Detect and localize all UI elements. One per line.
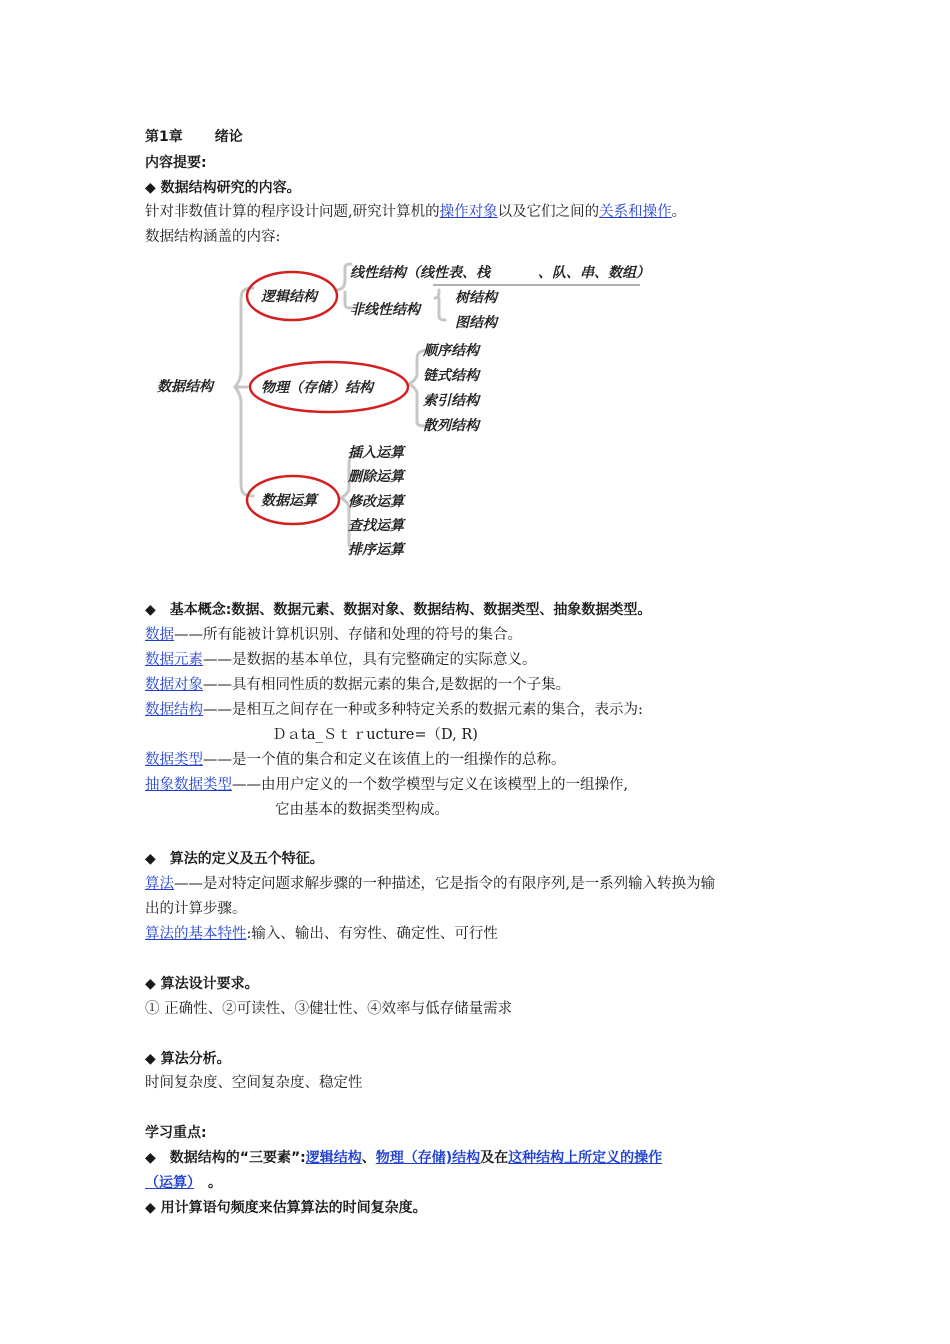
def-data-element: 数据元素——是数据的基本单位，具有完整确定的实际意义。 [145, 652, 537, 668]
section-analysis-heading: ◆ 算法分析。 [145, 1051, 231, 1067]
link-relations-operations[interactable]: 关系和操作 [599, 204, 672, 220]
link-algorithm-properties[interactable]: 算法的基本特性 [145, 926, 247, 942]
diagram-insert: 插入运算 [348, 445, 404, 461]
def-abstract-data-type: 抽象数据类型——由用户定义的一个数学模型与定义在该模型上的一组操作, [145, 777, 629, 793]
link-abstract-data-type[interactable]: 抽象数据类型 [145, 777, 232, 793]
diagram-root: 数据结构 [157, 379, 213, 395]
link-defined-operations[interactable]: 这种结构上所定义的操作 [508, 1150, 663, 1166]
diagram-delete: 删除运算 [348, 469, 404, 485]
def-abstract-data-type-cont: 它由基本的数据类型构成。 [275, 802, 449, 818]
content-paragraph: 针对非数值计算的程序设计问题,研究计算机的操作对象以及它们之间的关系和操作。 [145, 204, 687, 220]
chapter-heading [145, 127, 243, 147]
diagram-search: 查找运算 [348, 518, 404, 534]
diagram-tree: 树结构 [455, 290, 497, 306]
diagram-graph: 图结构 [455, 315, 497, 331]
diagram-linear: 线性结构（线性表、栈 [350, 265, 490, 281]
link-data-type[interactable]: 数据类型 [145, 752, 203, 768]
def-algorithm-cont: 出的计算步骤。 [145, 901, 247, 917]
link-logical-structure[interactable]: 逻辑结构 [305, 1150, 362, 1166]
diagram-sort: 排序运算 [348, 542, 404, 558]
link-data-object[interactable]: 数据对象 [145, 677, 203, 693]
section-design-heading: ◆ 算法设计要求。 [145, 976, 259, 992]
link-operations[interactable]: （运算） [145, 1175, 194, 1191]
diagram-nonlinear: 非线性结构 [350, 302, 420, 318]
def-algorithm-properties: 算法的基本特性:输入、输出、有穷性、确定性、可行性 [145, 926, 498, 942]
def-data: 数据——所有能被计算机识别、存储和处理的符号的集合。 [145, 627, 522, 643]
structure-diagram [145, 252, 675, 570]
diagram-linear-rest: 、队、串、数组） [538, 265, 650, 281]
focus-three-elements-cont: （运算） 。 [145, 1175, 222, 1191]
def-data-structure: 数据结构——是相互之间存在一种或多种特定关系的数据元素的集合，表示为: [145, 702, 643, 718]
link-data[interactable]: 数据 [145, 627, 174, 643]
focus-heading: 学习重点: [145, 1125, 207, 1141]
design-requirements: ① 正确性、②可读性、③健壮性、④效率与低存储量需求 [145, 1001, 513, 1017]
diagram-linked: 链式结构 [423, 368, 479, 384]
section-content-heading: ◆ 数据结构研究的内容。 [145, 180, 301, 196]
section-basic-concepts-heading: ◆ 基本概念:数据、数据元素、数据对象、数据结构、数据类型、抽象数据类型。 [145, 602, 652, 618]
def-algorithm: 算法——是对特定问题求解步骤的一种描述，它是指令的有限序列,是一系列输入转换为输 [145, 876, 716, 892]
diagram-operations: 数据运算 [261, 493, 317, 509]
data-structure-formula: Ｄａta_Ｓｔｒucture=（D, R) [272, 727, 478, 743]
focus-time-complexity: ◆ 用计算语句频度来估算算法的时间复杂度。 [145, 1200, 427, 1216]
summary-heading: 内容提要: [145, 155, 207, 171]
link-physical-structure[interactable]: 物理（存储)结构 [375, 1150, 481, 1166]
diagram-hash: 散列结构 [423, 418, 479, 434]
diagram-logical: 逻辑结构 [261, 289, 317, 305]
chapter-title: 绪论 [214, 129, 243, 145]
focus-three-elements: ◆ 数据结构的“三要素”:逻辑结构、物理（存储)结构及在这种结构上所定义的操作 [145, 1150, 663, 1166]
diagram-modify: 修改运算 [348, 494, 404, 510]
coverage-intro: 数据结构涵盖的内容: [145, 229, 281, 245]
def-data-type: 数据类型——是一个值的集合和定义在该值上的一组操作的总称。 [145, 752, 566, 768]
diagram-sequential: 顺序结构 [423, 343, 479, 359]
chapter-number: 第1章 [145, 129, 183, 145]
diagram-indexed: 索引结构 [423, 393, 479, 409]
link-data-structure[interactable]: 数据结构 [145, 702, 203, 718]
diagram-physical: 物理（存储）结构 [261, 380, 373, 396]
link-data-element[interactable]: 数据元素 [145, 652, 203, 668]
link-algorithm[interactable]: 算法 [145, 876, 174, 892]
def-data-object: 数据对象——具有相同性质的数据元素的集合,是数据的一个子集。 [145, 677, 571, 693]
analysis-body: 时间复杂度、空间复杂度、稳定性 [145, 1075, 363, 1091]
link-operation-objects[interactable]: 操作对象 [439, 204, 498, 220]
section-algorithm-heading: ◆ 算法的定义及五个特征。 [145, 851, 324, 867]
